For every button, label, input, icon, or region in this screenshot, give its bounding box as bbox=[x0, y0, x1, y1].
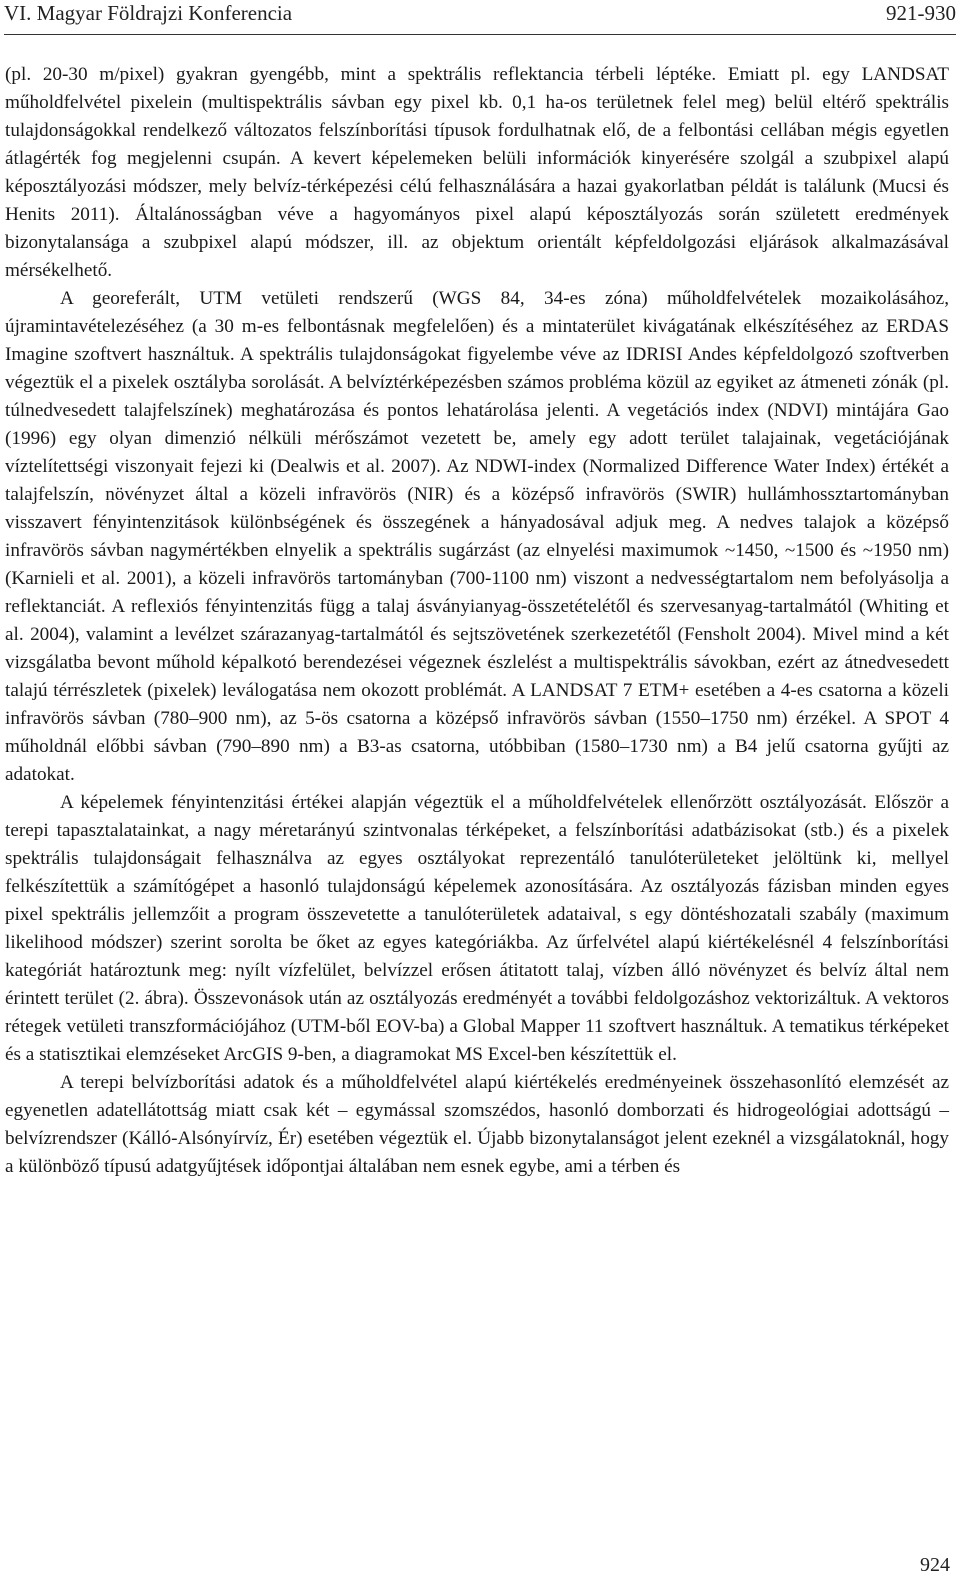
paragraph-methods: A georeferált, UTM vetületi rendszerű (WGS 84, 34-es zóna) műholdfelvételek mozaikolásához, újramintavételezéséhez (a 30 m-es felbontásnak megfelelően) és a mintaterület kivágatának elkészítéséhez az ERDAS Imagine szoftvert használtuk. A spektrális tulajdonságokat figyelembe véve az IDRISI Andes képfeldolgozó szoftverben végeztük el a pixelek osztályba sorolását. A belvíztérképezésben számos probléma közül az egyiket az átmeneti zónák (pl. túlnedvesedett talajfelszínek) meghatározása és pontos lehatárolása jelenti. A vegetációs index (NDVI) mintájára Gao (1996) egy olyan dimenzió nélküli mérőszámot vezetett be, amely egy adott terület talajainak, vegetációjának víztelítettségi viszonyait fejezi ki (Dealwis et al. 2007). Az NDWI-index (Normalized Difference Water Index) értékét a talajfelszín, növényzet által a közeli infravörös (NIR) és a középső infravörös (SWIR) hullámhossztartományban visszavert fényintenzitások különbségének és összegének a hányadosával adjuk meg. A nedves talajok a középső infravörös sávban nagymértékben elnyelik a spektrális sugárzást (az elnyelési maximumok ~1450, ~1500 és ~1950 nm) (Karnieli et al. 2001), a közeli infravörös tartományban (700-1100 nm) viszont a nedvességtartalom nem befolyásolja a reflektanciát. A reflexiós fényintenzitás függ a talaj ásványianyag-összetételétől és szervesanyag-tartalmától (Whiting et al. 2004), valamint a levélzet szárazanyag-tartalmától és sejtszövetének szerkezetétől (Fensholt 2004). Mivel mind a két vizsgálatba bevont műhold képalkotó berendezései végeznek észlelést a multispektrális sávokban, ezért az átnedvesedett talajú térrészletek (pixelek) leválogatása nem okozott problémát. A LANDSAT 7 ETM+ esetében a 4-es csatorna a közeli infravörös sávban (780–900 nm), az 5-ös csatorna a középső infravörös sávban (1550–1750 nm) érzékel. A SPOT 4 műholdnál előbbi sávban (790–890 nm) a B3-as csatorna, utóbbiban (1580–1730 nm) a B4 jelű csatorna gyűjti az adatokat. bbox=[5, 288, 949, 785]
running-header bbox=[4, 0, 956, 30]
paragraph-comparison: A terepi belvízborítási adatok és a műholdfelvétel alapú kiértékelés eredményeinek összehasonlító elemzését az egyenetlen adatellátottság miatt csak két – egymással szomszédos, hasonló domborzati és hidrogeológiai adottságú – belvízrendszer (Kálló-Alsónyírvíz, Ér) esetében végeztük el. Újabb bizonytalanságot jelent ezeknél a vizsgálatoknál, hogy a különböző típusú adatgyűjtések időpontjai általában nem esnek egybe, ami a térben és bbox=[5, 1072, 949, 1177]
paragraph-classification: A képelemek fényintenzitási értékei alapján végeztük el a műholdfelvételek ellenőrzött osztályozását. Először a terepi tapasztalatainkat, a nagy méretarányú szintvonalas térképeket, a felszínborítási adatbázisokat (stb.) és a pixelek spektrális tulajdonságait felhasználva az egyes osztályokat reprezentáló tanulóterületeket jelöltünk ki, mellyel felkészítettük a számítógépet a hasonló tulajdonságú képelemek azonosítására. Az osztályozás fázisban minden egyes pixel spektrális jellemzőit a program összevetette a tanulóterületek adataival, s egy döntéshozatali szabály (maximum likelihood módszer) szerint sorolta be őket az egyes kategóriákba. Az űrfelvétel alapú kiértékelésnél 4 felszínborítási kategóriát határoztunk meg: nyílt vízfelület, belvízzel erősen átitatott talaj, vízben álló növényzet és belvíz által nem érintett terület (2. ábra). Összevonások után az osztályozás eredményét a további feldolgozáshoz vektorizáltuk. A vektoros rétegek vetületi transzformációjához (UTM-ből EOV-ba) a Global Mapper 11 szoftvert használtuk. A tematikus térképeket és a statisztikai elemzéseket ArcGIS 9-ben, a diagramokat MS Excel-ben készítettük el. bbox=[5, 792, 949, 1065]
page-number: 924 bbox=[920, 1554, 950, 1576]
header-divider bbox=[4, 34, 956, 35]
conference-title: VI. Magyar Földrajzi Konferencia bbox=[4, 1, 293, 25]
paragraph-continuation: (pl. 20-30 m/pixel) gyakran gyengébb, mint a spektrális reflektancia térbeli léptéke. Emiatt pl. egy LANDSAT műholdfelvétel pixelein (multispektrális sávban egy pixel kb. 0,1 ha-os területnek felel meg) belül eltérő spektrális tulajdonságokkal rendelkező változatos felszínborítási típusok fordulhatnak elő, de a felbontási cellában mégis egyetlen átlagérték fog megjelenni csupán. A kevert képelemeken belüli információk kinyerésére szolgál a szubpixel alapú képosztályozási módszer, mely belvíz-térképezési célú felhasználására a hazai gyakorlatban példát is találunk (Mucsi és Henits 2011). Általánosságban véve a hagyományos pixel alapú képosztályozás során született eredmények bizonytalansága a szubpixel alapú módszer, ill. az objektum orientált képfeldolgozási eljárások alkalmazásával mérsékelhető. bbox=[5, 64, 949, 281]
body-text bbox=[5, 61, 949, 1181]
page-range: 921-930 bbox=[886, 1, 956, 25]
